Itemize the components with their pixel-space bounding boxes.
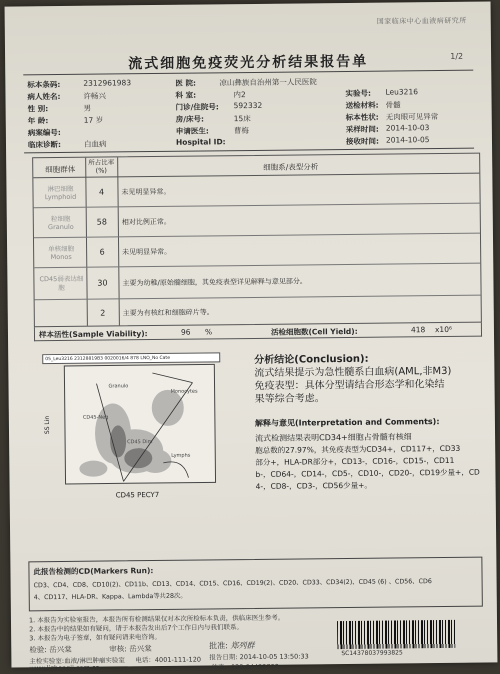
website: www.lizhengji.com.cn [29, 663, 100, 673]
clinical-diagnosis: 临床诊断: 白血病 [27, 139, 107, 150]
barcode-number: SC14378037993825 [341, 649, 403, 658]
interpretation-title: 解释与意见(Interpretation and Comments): [254, 417, 440, 428]
phone: 电话：4001-111-120 [135, 655, 201, 665]
collection-time: 采样时间: 2014-10-03 [345, 123, 430, 134]
patient-sex: 性 别: 男 [27, 103, 92, 114]
report-title: 流式细胞免疫荧光分析结果报告单 [128, 53, 369, 73]
approver: 批准: 郑列群 [209, 640, 255, 651]
page-number: 1/2 [450, 51, 464, 61]
results-table [32, 153, 482, 328]
conclusion-line: 免疫表型：具体分型请结合形态学和化染结 [254, 378, 445, 392]
clinic-number: 门诊/住院号: 592332 [175, 100, 263, 112]
department: 科 室: 内2 [175, 90, 246, 100]
gate-label-cd45neg: CD45-Neg [82, 414, 109, 421]
hospital-id: Hospital ID: [175, 137, 226, 147]
markers-title: 此报告检测的CD(Markers Run): [33, 566, 154, 577]
cell-yield-unit: x10⁶ [434, 324, 453, 335]
markers-section [28, 557, 482, 612]
patient-name: 病人姓名: 许畅兴 [27, 91, 107, 102]
lab-unit: 主检实验室:血液/淋巴肿瘤实验室 [29, 656, 125, 666]
table-row: 粒细胞 Granulo 58 相对比例正常。 [34, 204, 480, 239]
viability-label: 样本活性(Sample Viability): [38, 329, 148, 340]
footnote: 2. 本报告中的结果如有疑问，请于本报告发出后7个工作日内与我们联系。 [29, 623, 244, 634]
scatter-plot [42, 362, 221, 504]
gate-label-monos: Monocytes [170, 388, 198, 395]
interpretation-line: 流式检测结果表明CD34+细胞占骨髓有核细 [255, 432, 412, 443]
top-stamp: 国家临床中心血液病研究所 [376, 16, 467, 26]
conclusion-line: 果等综合考虑。 [254, 393, 325, 405]
tester: 检验: 岳兴棠 [29, 644, 72, 655]
sample-type: 送检材料: 骨髓 [345, 100, 401, 110]
report-time: 报告日期: 2014-10-05 13:50:33 [209, 652, 309, 662]
plot-xlabel: CD45 PECY7 [115, 490, 160, 500]
hospital: 医 院: 凉山彝族自治州第一人民医院 [175, 77, 317, 88]
table-row: CD45弱表达细胞 30 主要为幼稚/原始髓细胞，其免疫表型详见解释与意见部分。 [34, 264, 480, 301]
col-group-header: 细胞群体 [45, 164, 76, 175]
bed-number: 房/床号: 15床 [175, 113, 251, 124]
interpretation-line: b-，CD64-，CD14-，CD5-，CD10-，CD20-，CD19少量+，CD [255, 467, 480, 479]
interpretation-line: 4-，CD8-，CD3-，CD56少量+。 [255, 480, 372, 491]
table-row: 2 主要为有核红和细胞碎片等。 [100, 308, 214, 318]
sample-condition: 标本性状: 无肉眼可见异常 [345, 112, 439, 122]
gate-label-cd45dim: CD45 Dim [127, 439, 153, 446]
plot-header: 05_Leu3216 23128819B3 0020016/4 878 LNO_No Cate [42, 352, 220, 364]
reviewer: 审核: 岳兴棠 [109, 644, 152, 654]
markers-line: 4、CD117、HLA-DR、Kappa、Lambda等共28次。 [33, 592, 187, 602]
plot-ylabel: SS Lin [43, 415, 52, 435]
specimen-no: 标本条码: 2312961983 [27, 78, 132, 90]
table-row: 单核细胞 Monos 6 未见明显异常。 [34, 234, 480, 269]
col-desc-header: 细胞系/表型分析 [263, 162, 319, 172]
patient-age: 年 龄: 17 岁 [27, 115, 104, 126]
viability-value: 96 [180, 327, 191, 337]
barcode [337, 620, 455, 649]
footnote: 1. 本报告为实验室报告，本报告所有检测结果仅对本次所检标本负责，供临床医生参考。 [28, 613, 285, 625]
viability-unit: % [204, 327, 213, 337]
conclusion-title: 分析结论(Conclusion): [254, 353, 369, 366]
requesting-doctor: 申请医生: 曹梅 [175, 126, 249, 136]
fax: 传真：028-94432799 [211, 662, 279, 672]
record-no: 病案编号: [27, 127, 61, 138]
cell-yield-value: 418 [410, 325, 426, 335]
flow-cytometry-plot [42, 352, 222, 504]
interpretation-line: 部分+，HLA-DR部分+，CD13-，CD16-，CD15-，CD11 [255, 455, 455, 467]
conclusion-line: 流式结果提示为急性髓系白血病(AML,非M3) [254, 365, 452, 379]
gate-label-granulo: Granulo [108, 383, 129, 390]
report-sheet [5, 1, 498, 673]
table-row: 淋巴细胞 Lymphoid 4 未见明显异常。 [33, 174, 479, 209]
receive-time: 接收时间: 2014-10-05 [345, 135, 430, 146]
lab-number: 实验号: Leu3216 [345, 87, 419, 98]
interpretation-line: 胞总数的27.97%，其免疫表型为CD34+，CD117+，CD33 [255, 443, 461, 455]
cell-yield-label: 活检细胞数(Cell Yield): [270, 326, 358, 337]
markers-line: CD3、CD4、CD8、CD10(2)、CD11b、CD13、CD14、CD15、CD16、CD19(2)、CD20、CD33、CD34(2)、CD45 (6) 、CD56、CD6 [33, 578, 432, 590]
col-pct-header: 所占比率(%) [88, 158, 115, 175]
gate-label-lymphs: Lymphs [171, 452, 191, 459]
footnote: 3. 本报告为电子签章，如有疑问请来电咨询。 [29, 632, 161, 643]
